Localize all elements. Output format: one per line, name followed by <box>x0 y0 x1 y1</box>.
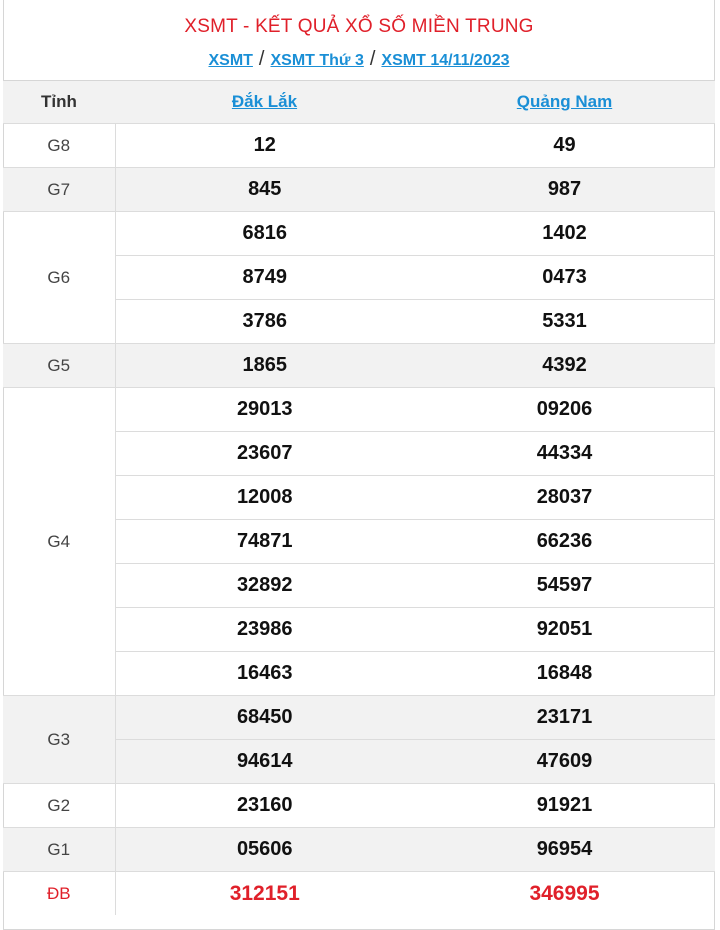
prize-number-b: 1402 <box>414 212 715 256</box>
prize-number-a: 29013 <box>115 388 414 432</box>
column-header-province-label: Tỉnh <box>3 81 115 124</box>
table-row <box>3 872 715 916</box>
prize-number-a: 16463 <box>115 652 414 696</box>
prize-number-a: 6816 <box>115 212 414 256</box>
prize-number-a: 32892 <box>115 564 414 608</box>
prize-number-b: 16848 <box>414 652 715 696</box>
breadcrumb <box>4 48 714 71</box>
table-row <box>3 696 715 740</box>
prize-number-b: 54597 <box>414 564 715 608</box>
prize-number-b: 92051 <box>414 608 715 652</box>
column-header-province-b <box>414 81 715 124</box>
prize-label: G8 <box>3 124 115 168</box>
results-body <box>3 124 715 916</box>
prize-number-b: 28037 <box>414 476 715 520</box>
prize-number-a: 74871 <box>115 520 414 564</box>
prize-label: G3 <box>3 696 115 784</box>
table-row <box>3 212 715 256</box>
prize-number-b: 91921 <box>414 784 715 828</box>
prize-number-a: 94614 <box>115 740 414 784</box>
table-row <box>3 784 715 828</box>
prize-number-a: 68450 <box>115 696 414 740</box>
province-a-link[interactable]: Đắk Lắk <box>231 92 298 111</box>
prize-number-b: 987 <box>414 168 715 212</box>
breadcrumb-separator: / <box>369 48 376 70</box>
prize-number-a: 23986 <box>115 608 414 652</box>
prize-number-a: 3786 <box>115 300 414 344</box>
prize-number-a: 12008 <box>115 476 414 520</box>
prize-label: ĐB <box>3 872 115 916</box>
table-row <box>3 828 715 872</box>
prize-label: G1 <box>3 828 115 872</box>
prize-number-a: 23160 <box>115 784 414 828</box>
table-header-row <box>3 81 715 124</box>
prize-number-a: 12 <box>115 124 414 168</box>
prize-number-a: 845 <box>115 168 414 212</box>
prize-number-a: 05606 <box>115 828 414 872</box>
prize-number-b: 5331 <box>414 300 715 344</box>
breadcrumb-weekday-link[interactable]: XSMT Thứ 3 <box>270 52 364 69</box>
page-title: XSMT - KẾT QUẢ XỔ SỐ MIỀN TRUNG <box>184 16 534 37</box>
prize-number-b: 23171 <box>414 696 715 740</box>
prize-number-a: 23607 <box>115 432 414 476</box>
table-row <box>3 344 715 388</box>
prize-number-a: 1865 <box>115 344 414 388</box>
prize-number-b: 09206 <box>414 388 715 432</box>
prize-number-a: 8749 <box>115 256 414 300</box>
column-header-province-a <box>115 81 414 124</box>
table-row <box>3 124 715 168</box>
prize-number-b: 0473 <box>414 256 715 300</box>
prize-label: G5 <box>3 344 115 388</box>
prize-number-b: 44334 <box>414 432 715 476</box>
prize-label: G6 <box>3 212 115 344</box>
prize-number-b: 4392 <box>414 344 715 388</box>
prize-number-b: 49 <box>414 124 715 168</box>
prize-label: G7 <box>3 168 115 212</box>
results-table <box>3 80 715 915</box>
prize-number-b: 96954 <box>414 828 715 872</box>
prize-label: G2 <box>3 784 115 828</box>
prize-number-b: 47609 <box>414 740 715 784</box>
breadcrumb-xsmt-link[interactable]: XSMT <box>208 52 253 69</box>
prize-number-b: 346995 <box>414 872 715 916</box>
breadcrumb-date-link[interactable]: XSMT 14/11/2023 <box>381 52 510 69</box>
table-row <box>3 388 715 432</box>
table-row <box>3 168 715 212</box>
province-b-link[interactable]: Quảng Nam <box>516 92 613 111</box>
breadcrumb-separator: / <box>258 48 265 70</box>
prize-number-a: 312151 <box>115 872 414 916</box>
prize-label: G4 <box>3 388 115 696</box>
prize-number-b: 66236 <box>414 520 715 564</box>
